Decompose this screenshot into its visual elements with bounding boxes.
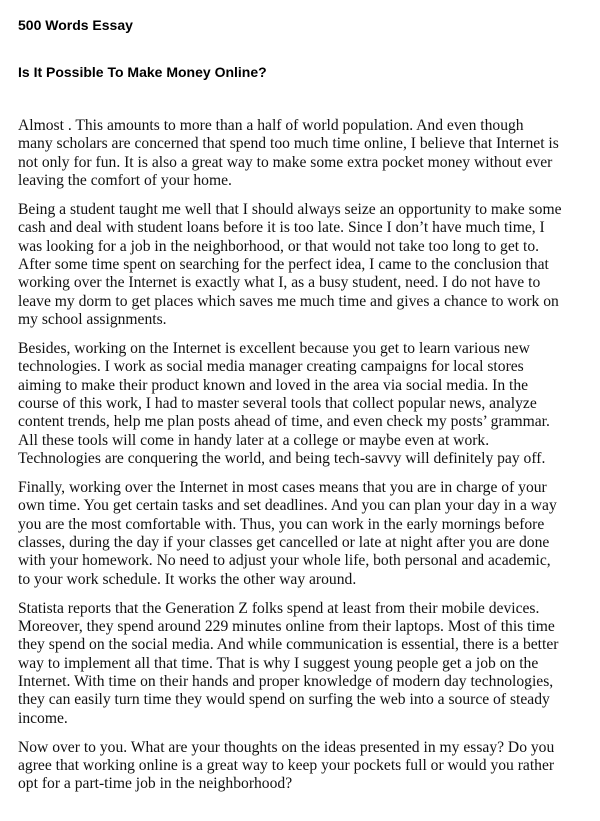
paragraph-line: not only for fun. It is also a great way to make some extra pocket money without ever — [18, 153, 553, 171]
document-label: 500 Words Essay — [18, 17, 133, 33]
paragraph-line: Internet. With time on their hands and proper knowledge of modern day technologies, — [18, 673, 554, 690]
paragraph-line: they can easily turn time they would spend on surfing the web into a source of steady — [18, 691, 550, 709]
paragraph-line: you are the most comfortable with. Thus, you can work in the early mornings before — [18, 515, 545, 533]
paragraph-line: was looking for a job in the neighborhood, or that would not take too long to get to. — [18, 237, 540, 255]
essay-paragraph — [18, 600, 598, 728]
paragraph-line: technologies. I work as social media manager creating campaigns for local stores — [18, 358, 524, 376]
paragraph-line: All these tools will come in handy later at a college or maybe even at work. — [18, 431, 490, 449]
paragraph-line: agree that working online is a great way to keep your pockets full or would you rather — [18, 756, 555, 774]
essay-paragraph — [18, 479, 598, 589]
paragraph-line: they spend on the social media. And while communication is essential, there is a better — [18, 636, 559, 654]
paragraph-line: Besides, working on the Internet is excellent because you get to learn various new — [18, 339, 530, 357]
paragraph-line: own time. You get certain tasks and set deadlines. And you can plan your day in a way — [18, 497, 557, 515]
essay-paragraph — [18, 117, 598, 190]
essay-body — [18, 117, 598, 804]
paragraph-line: After some time spent on searching for the perfect idea, I came to the conclusion that — [18, 256, 549, 273]
paragraph-line: leaving the comfort of your home. — [18, 172, 232, 190]
essay-paragraph — [18, 739, 598, 794]
paragraph-line: working over the Internet is exactly what I, as a busy student, need. I do not have to — [18, 274, 541, 292]
essay-paragraph — [18, 201, 598, 329]
paragraph-line: Finally, working over the Internet in most cases means that you are in charge of your — [18, 478, 547, 496]
paragraph-line: cash and deal with student loans before it is too late. Since I don’t have much time, I — [18, 219, 545, 237]
paragraph-line: Now over to you. What are your thoughts on the ideas presented in my essay? Do you — [18, 738, 555, 756]
paragraph-line: many scholars are concerned that spend too much time online, I believe that Internet is — [18, 135, 559, 153]
paragraph-line: Technologies are conquering the world, and being tech-savvy will definitely pay off. — [18, 450, 546, 468]
paragraph-line: Moreover, they spend around 229 minutes online from their laptops. Most of this time — [18, 617, 555, 635]
paragraph-line: Being a student taught me well that I should always seize an opportunity to make some — [18, 200, 562, 218]
paragraph-line: my school assignments. — [18, 311, 167, 329]
paragraph-line: course of this work, I had to master several tools that collect popular news, analyze — [18, 395, 537, 412]
paragraph-line: with your homework. No need to adjust your whole life, both personal and academic, — [18, 552, 551, 570]
paragraph-line: way to implement all that time. That is why I suggest young people get a job on the — [18, 654, 539, 672]
paragraph-line: classes, during the day if your classes get cancelled or late at night after you are done — [18, 534, 550, 551]
paragraph-line: aiming to make their product known and loved in the area via social media. In the — [18, 376, 529, 394]
paragraph-line: Almost . This amounts to more than a half of world population. And even though — [18, 117, 524, 134]
paragraph-line: opt for a part-time job in the neighborhood? — [18, 775, 293, 793]
paragraph-line: leave my dorm to get places which saves me much time and gives a chance to work on — [18, 292, 559, 310]
essay-title: Is It Possible To Make Money Online? — [18, 64, 267, 80]
essay-paragraph — [18, 340, 598, 468]
paragraph-line: income. — [18, 709, 68, 727]
paragraph-line: Statista reports that the Generation Z folks spend at least from their mobile devices. — [18, 599, 540, 617]
paragraph-line: to your work schedule. It works the other way around. — [18, 570, 357, 588]
paragraph-line: content trends, help me plan posts ahead of time, and even check my posts’ grammar. — [18, 413, 550, 431]
